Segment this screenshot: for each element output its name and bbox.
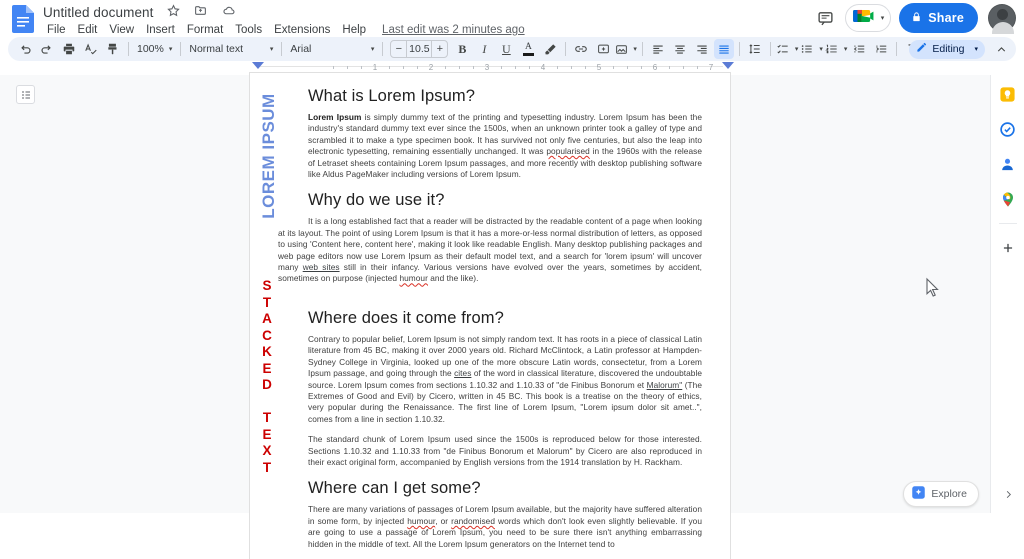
- paragraph-standard-chunk: The standard chunk of Lorem Ipsum used since the 1500s is reproduced below for those interested. Sections 1.10.32 and 1.10.33 from "de Finibus Bonorum et Malorum" by Cicero are also reproduced in their exact original form, accompanied by English versions from the 1914 translation by H. Rackham.: [308, 434, 702, 467]
- lock-icon: [911, 11, 922, 26]
- menu-help[interactable]: Help: [342, 24, 367, 36]
- menu-format[interactable]: Format: [186, 24, 224, 36]
- chevron-down-icon: ▾: [168, 45, 173, 53]
- spellcheck-icon[interactable]: [81, 39, 101, 59]
- stacked-letter: T: [262, 410, 272, 425]
- vertical-lorem-ipsum-text: LOREM IPSUM: [259, 93, 278, 219]
- chevron-down-icon: ▾: [269, 45, 274, 53]
- align-right-icon[interactable]: [692, 39, 712, 59]
- ruler-number: 6: [652, 63, 658, 72]
- body-text: It is a long established fact that a reader will be distracted by the readable content of a page when looking at its layout. The point of using Lorem Ipsum is that it has a more-or-less normal distribution of letters, as opposed to using 'Content here, content here', making it look like readable English. Many desktop publishing packages and web page editors now use Lorem Ipsum as their default model text, and a search for 'lorem ipsum' will uncover many: [278, 216, 702, 273]
- toolbar-divider: [128, 42, 129, 56]
- toolbar-right-group: [909, 39, 1012, 59]
- menu-tools[interactable]: Tools: [235, 24, 263, 36]
- body-text-tail: and the like).: [427, 273, 479, 284]
- paragraph-why-do-we-use-it: [278, 216, 702, 284]
- avatar[interactable]: [988, 4, 1016, 32]
- ruler-number: 4: [540, 63, 546, 72]
- menu-insert[interactable]: Insert: [146, 24, 175, 36]
- stacked-letter: C: [262, 327, 272, 343]
- mouse-cursor: [926, 278, 939, 302]
- document-canvas: [0, 75, 1024, 549]
- google-maps-icon[interactable]: [997, 188, 1019, 210]
- explore-label: Explore: [931, 488, 967, 500]
- font-size-input[interactable]: 10.5: [406, 41, 432, 57]
- redo-icon[interactable]: [37, 39, 57, 59]
- collapse-toolbar-button[interactable]: [991, 39, 1011, 59]
- misspelled-word: humour: [407, 515, 436, 526]
- stacked-letter: T: [262, 294, 272, 310]
- heading-what-is-lorem-ipsum: What is Lorem Ipsum?: [308, 87, 476, 105]
- stacked-letter: S: [262, 278, 272, 293]
- toolbar-divider: [565, 42, 566, 56]
- misspelled-word: popularised: [546, 146, 590, 157]
- toolbar-divider: [180, 42, 181, 56]
- ruler-number: 5: [596, 63, 602, 72]
- heading-where-does-it-come-from: Where does it come from?: [308, 308, 504, 327]
- align-justify-icon[interactable]: [714, 39, 734, 59]
- document-outline-icon[interactable]: [16, 85, 35, 104]
- increase-indent-icon[interactable]: [871, 39, 891, 59]
- text-color-label: A: [524, 41, 532, 52]
- avatar-body: [992, 22, 1014, 34]
- plus-icon[interactable]: [997, 237, 1019, 259]
- ruler-number: 2: [428, 63, 434, 72]
- align-center-icon[interactable]: [670, 39, 690, 59]
- google-contacts-icon[interactable]: [997, 153, 1019, 175]
- chevron-down-icon: ▾: [880, 14, 885, 22]
- stacked-letter: D: [262, 377, 272, 392]
- menu-file[interactable]: File: [47, 24, 66, 36]
- bulleted-list-icon[interactable]: [800, 39, 823, 59]
- share-button[interactable]: [899, 3, 978, 33]
- chevron-down-icon: ▾: [370, 45, 375, 53]
- numbered-list-icon[interactable]: [825, 39, 848, 59]
- stacked-letter: X: [262, 443, 272, 458]
- body-text-mid: still in their infancy. Various versions have evolved over the years, sometimes by accident, sometimes on purpose (injected: [278, 262, 703, 284]
- side-panel-rail: [990, 75, 1024, 513]
- explore-button[interactable]: [903, 481, 979, 507]
- stacked-letter: T: [262, 459, 272, 475]
- italic-button[interactable]: I: [482, 41, 487, 56]
- chevron-down-icon: ▾: [819, 45, 823, 53]
- body-text-mid: , or: [435, 515, 452, 526]
- chevron-right-icon[interactable]: [1003, 489, 1014, 503]
- underline-button[interactable]: U: [502, 41, 511, 56]
- body-text: Contrary to popular belief, Lorem Ipsum is not simply random text. It has roots in a piece of classical Latin literature from 45 BC, making it over 2000 years old. Richard McClintock, a Latin professor at Hampden-Sydney College in Virginia, looked up one of the more obscure Latin words, consectetur, from a Lorem Ipsum passage, and going through the: [308, 333, 702, 379]
- document-title[interactable]: Untitled document: [43, 5, 154, 20]
- text-color-button[interactable]: [518, 39, 538, 59]
- share-label: Share: [928, 11, 964, 25]
- editing-mode-label: Editing: [932, 43, 965, 55]
- font-family-select[interactable]: [286, 39, 378, 59]
- top-right-actions: [811, 3, 1016, 33]
- body-text-tail: (The Extremes of Good and Evil) by Cicero, written in 45 BC. This book is a treatise on the theory of ethics, very popular during the Renaissance. The first line of Lorem Ipsum, "Lorem ipsum dolor sit amet..", comes from a line in section 1.10.32.: [308, 379, 702, 424]
- toolbar-divider: [281, 42, 282, 56]
- page-content: [250, 73, 730, 550]
- lead-bold-text: Lorem Ipsum: [308, 112, 362, 122]
- toolbar-divider: [739, 42, 740, 56]
- title-block: [40, 3, 245, 23]
- insert-image-icon[interactable]: [615, 39, 637, 59]
- menu-view[interactable]: View: [109, 24, 135, 36]
- misspelled-word: randomised: [451, 515, 495, 526]
- decrease-indent-icon[interactable]: [849, 39, 869, 59]
- paragraph-where-can-i-get-some: [308, 504, 702, 550]
- heading-why-do-we-use-it: Why do we use it?: [308, 191, 445, 210]
- left-margin-marker[interactable]: [252, 62, 264, 69]
- move-to-folder-icon[interactable]: [194, 4, 212, 22]
- paragraph-style-value: Normal text: [189, 43, 244, 55]
- cloud-saved-icon[interactable]: [222, 4, 240, 22]
- docs-logo-icon[interactable]: [10, 4, 36, 34]
- zoom-value: 100%: [137, 43, 164, 55]
- misspelled-word: humour: [399, 273, 428, 284]
- highlight-pen-icon[interactable]: [540, 39, 560, 59]
- heading-where-can-i-get-some: Where can I get some?: [308, 479, 481, 498]
- stacked-letter: K: [262, 344, 272, 359]
- add-comment-icon[interactable]: [593, 39, 613, 59]
- google-tasks-icon[interactable]: [997, 118, 1019, 140]
- editing-mode-select[interactable]: [909, 40, 985, 59]
- pencil-icon: [916, 42, 927, 56]
- google-meet-button[interactable]: [845, 4, 892, 32]
- body-text-mid: of the word in classical literature, discovered the undoubtable source. Lorem Ipsum comes from sections 1.10.32 and 1.10.33 of "de Finibus Bonorum et: [308, 368, 702, 390]
- bold-button[interactable]: B: [458, 41, 467, 56]
- menu-edit[interactable]: Edit: [77, 24, 98, 36]
- paragraph-style-select[interactable]: [185, 39, 277, 59]
- stacked-letter: E: [262, 426, 272, 442]
- body-text-tail: words which don't look even slightly believable. If you are going to use a passage of Lorem Ipsum, you need to be sure there isn't anything embarrassing hidden in the middle of text. All the Lorem Ipsum generators on the Internet tend to: [308, 515, 702, 549]
- font-size-increase-button[interactable]: +: [436, 43, 444, 55]
- inline-link[interactable]: cites: [454, 368, 472, 379]
- avatar-head: [997, 9, 1008, 20]
- title-icon-group: [167, 4, 245, 22]
- menu-extensions[interactable]: Extensions: [274, 24, 331, 36]
- stacked-letter: E: [262, 360, 272, 376]
- toolbar-divider: [770, 42, 771, 56]
- google-keep-icon[interactable]: [997, 83, 1019, 105]
- last-edit-status[interactable]: Last edit was 2 minutes ago: [382, 24, 525, 36]
- chevron-down-icon: ▾: [843, 45, 848, 53]
- ruler-number: 1: [372, 63, 378, 72]
- inline-link[interactable]: web sites: [302, 262, 340, 273]
- paragraph-what-is-lorem-ipsum: [308, 112, 702, 180]
- checklist-icon[interactable]: [776, 39, 799, 59]
- google-meet-icon: [852, 8, 874, 29]
- explore-icon: [911, 485, 926, 503]
- right-margin-marker[interactable]: [722, 62, 734, 69]
- chevron-down-icon: ▾: [794, 45, 799, 53]
- chevron-down-icon: ▾: [633, 45, 637, 53]
- body-text: There are many variations of passages of Lorem Ipsum available, but the majority have suffered alteration in some form, by injected: [308, 504, 702, 526]
- stacked-text-letters: [256, 278, 278, 476]
- align-left-icon[interactable]: [648, 39, 668, 59]
- star-icon[interactable]: [167, 4, 185, 22]
- chevron-down-icon: ▾: [974, 45, 978, 53]
- toolbar-divider: [642, 42, 643, 56]
- stacked-letter: A: [262, 311, 272, 326]
- font-size-decrease-button[interactable]: −: [395, 43, 403, 55]
- ruler-number: 3: [484, 63, 490, 72]
- inline-link[interactable]: Malorum": [646, 379, 683, 390]
- paragraph-where-does-it-come-from: [308, 334, 702, 425]
- ruler-number: 7: [708, 63, 714, 72]
- insert-link-icon[interactable]: [571, 39, 591, 59]
- paint-format-icon[interactable]: [103, 39, 123, 59]
- undo-icon[interactable]: [15, 39, 35, 59]
- toolbar-divider: [382, 42, 383, 56]
- formatting-toolbar: [8, 37, 1016, 61]
- zoom-select[interactable]: [133, 39, 176, 59]
- comment-history-icon[interactable]: [811, 3, 841, 33]
- font-family-value: Arial: [290, 43, 312, 55]
- line-spacing-icon[interactable]: [745, 39, 765, 59]
- body-text-tail: in the 1960s with the release of Letraset sheets containing Lorem Ipsum passages, and more recently with desktop publishing software like Aldus PageMaker including versions of Lorem Ipsum.: [308, 146, 702, 180]
- top-bar: [0, 0, 1024, 36]
- font-size-stepper[interactable]: [390, 40, 448, 58]
- print-icon[interactable]: [59, 39, 79, 59]
- rail-divider: [999, 223, 1017, 224]
- toolbar-divider: [896, 42, 897, 56]
- body-text: is simply dummy text of the printing and typesetting industry. Lorem Ipsum has been the industry's standard dummy text ever since the 1500s, when an unknown printer took a galley of type and scrambled it to make a type specimen book. It has survived not only five centuries, but also the leap into electronic typesetting, remaining essentially unchanged. It was: [308, 112, 702, 157]
- document-page[interactable]: [250, 73, 730, 559]
- text-color-swatch: [523, 53, 534, 56]
